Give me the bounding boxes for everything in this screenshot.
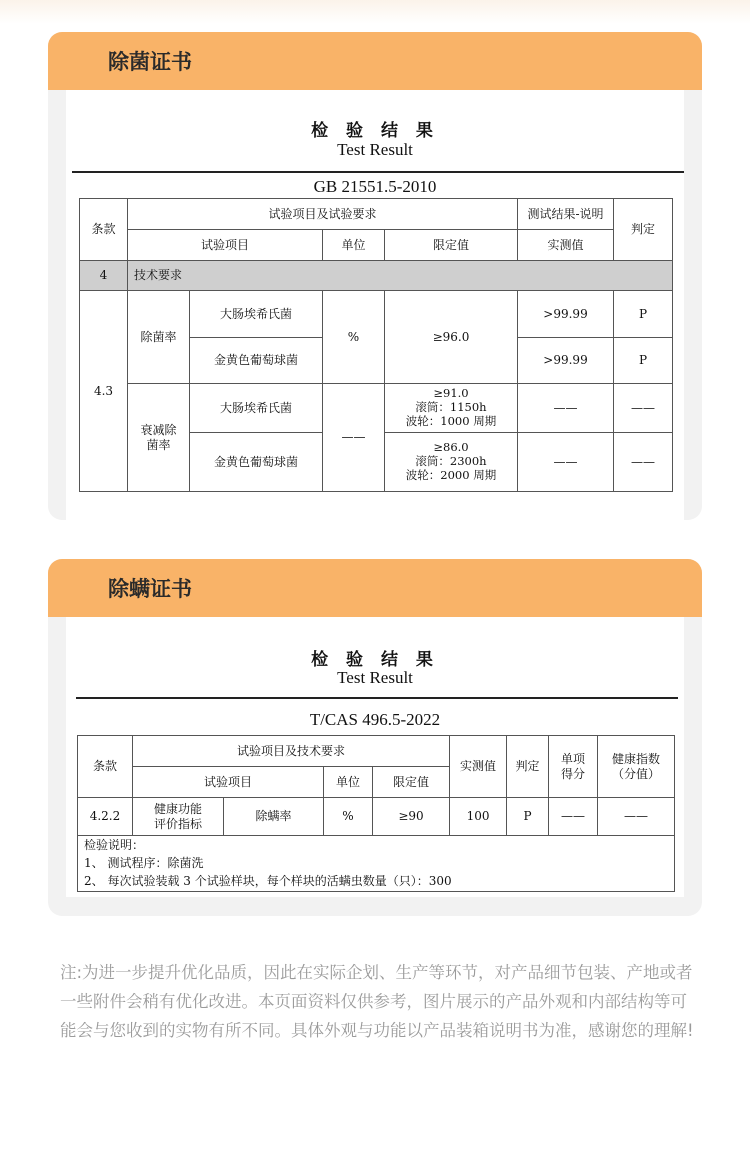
- judge-staph: P: [614, 338, 673, 384]
- row-limit: ≥90: [373, 798, 450, 836]
- limit-line: 滚筒：1150h: [415, 400, 487, 415]
- measured-staph-decay: ——: [518, 433, 614, 492]
- row-health: ——: [598, 798, 675, 836]
- header-clause: 条款: [80, 199, 128, 261]
- header-line: 单项: [561, 751, 586, 766]
- category-line: 健康功能: [153, 801, 202, 816]
- notes-title: 检验说明：: [84, 838, 145, 852]
- judge-staph-decay: ——: [614, 433, 673, 492]
- section-label: 技术要求: [128, 261, 673, 291]
- header-limit: 限定值: [385, 230, 518, 261]
- header-health-index: [598, 736, 675, 798]
- test-notes: [78, 836, 675, 892]
- cert-title: 检 验 结 果: [311, 121, 439, 141]
- test-result-table: [79, 198, 673, 492]
- row-judge: P: [507, 798, 549, 836]
- header-items-req: 试验项目及技术要求: [133, 736, 450, 767]
- cert-standard: GB 21551.5-2010: [313, 177, 437, 196]
- group-decay-rate: [128, 384, 190, 492]
- disclaimer-note: 注:为进一步提升优化品质，因此在实际企划、生产等环节，对产品细节包装、产地或者一些附件会稍有优化改进。本页面资料仅供参考，图片展示的产品外观和内部结构等可能会与您收到的实物有所不同。具体外观与功能以产品装箱说明书为准，感谢您的理解!: [60, 963, 694, 1040]
- header-judge: 判定: [507, 736, 549, 798]
- measured-ecoli: >99.99: [518, 291, 614, 338]
- group-decay-l1: 衰减除: [140, 422, 177, 437]
- item-ecoli-decay: 大肠埃希氏菌: [190, 384, 323, 433]
- header-measured: 实测值: [450, 736, 507, 798]
- measured-staph: >99.99: [518, 338, 614, 384]
- header-line: 健康指数: [612, 751, 661, 766]
- mite-result-table: [77, 735, 675, 892]
- top-fade: [0, 0, 750, 24]
- card-header: [48, 559, 702, 617]
- limit-line: 滚筒：2300h: [415, 454, 487, 469]
- section-clause: 4: [80, 261, 128, 291]
- header-item: 试验项目: [128, 230, 323, 261]
- row-measured: 100: [450, 798, 507, 836]
- card-title: 除螨证书: [108, 577, 192, 601]
- item-staph-decay: 金黄色葡萄球菌: [190, 433, 323, 492]
- row-item: 除螨率: [224, 798, 324, 836]
- cert-title: 检 验 结 果: [311, 650, 439, 670]
- limit-staph-decay: [385, 433, 518, 492]
- judge-ecoli: P: [614, 291, 673, 338]
- cert-rule: [72, 171, 684, 173]
- header-unit: 单位: [323, 230, 385, 261]
- group-decay-l2: 菌率: [146, 437, 171, 452]
- cert-subtitle: Test Result: [337, 140, 413, 159]
- limit-line: ≥86.0: [433, 440, 469, 455]
- sterilization-certificate-card: [48, 32, 702, 520]
- card-title: 除菌证书: [108, 50, 192, 74]
- header-items-req: 试验项目及试验要求: [128, 199, 518, 230]
- header-item: 试验项目: [133, 767, 324, 798]
- limit-line: ≥91.0: [433, 386, 469, 401]
- limit-96: ≥96.0: [385, 291, 518, 384]
- limit-line: 波轮：2000 周期: [405, 467, 497, 482]
- certificate-image: [66, 617, 684, 897]
- item-ecoli: 大肠埃希氏菌: [190, 291, 323, 338]
- header-judge: 判定: [614, 199, 673, 261]
- clause-4-3: 4.3: [80, 291, 128, 492]
- group-sterilization-rate: 除菌率: [128, 291, 190, 384]
- row-unit: %: [324, 798, 373, 836]
- limit-line: 波轮：1000 周期: [405, 413, 497, 428]
- header-unit: 单位: [324, 767, 373, 798]
- header-single-score: [549, 736, 598, 798]
- notes-line-1: 1、 测试程序：除菌洗: [84, 856, 204, 870]
- card-header: [48, 32, 702, 90]
- header-line: 得分: [561, 766, 586, 781]
- row-clause: 4.2.2: [78, 798, 133, 836]
- header-measured: 实测值: [518, 230, 614, 261]
- header-result-desc: 测试结果-说明: [518, 199, 614, 230]
- judge-ecoli-decay: ——: [614, 384, 673, 433]
- header-clause: 条款: [78, 736, 133, 798]
- row-category: [133, 798, 224, 836]
- category-line: 评价指标: [153, 816, 202, 831]
- header-limit: 限定值: [373, 767, 450, 798]
- unit-decay: ——: [323, 384, 385, 492]
- header-line: （分值）: [612, 766, 661, 781]
- cert-standard: T/CAS 496.5-2022: [309, 710, 441, 729]
- unit-percent: %: [323, 291, 385, 384]
- notes-line-2: 2、 每次试验装载 3 个试验样块，每个样块的活螨虫数量（只）：300: [84, 874, 452, 888]
- measured-ecoli-decay: ——: [518, 384, 614, 433]
- item-staph: 金黄色葡萄球菌: [190, 338, 323, 384]
- row-score: ——: [549, 798, 598, 836]
- certificate-image: [66, 90, 684, 520]
- cert-subtitle: Test Result: [337, 668, 413, 687]
- cert-rule: [76, 697, 678, 699]
- mite-removal-certificate-card: [48, 559, 702, 916]
- limit-ecoli-decay: [385, 384, 518, 433]
